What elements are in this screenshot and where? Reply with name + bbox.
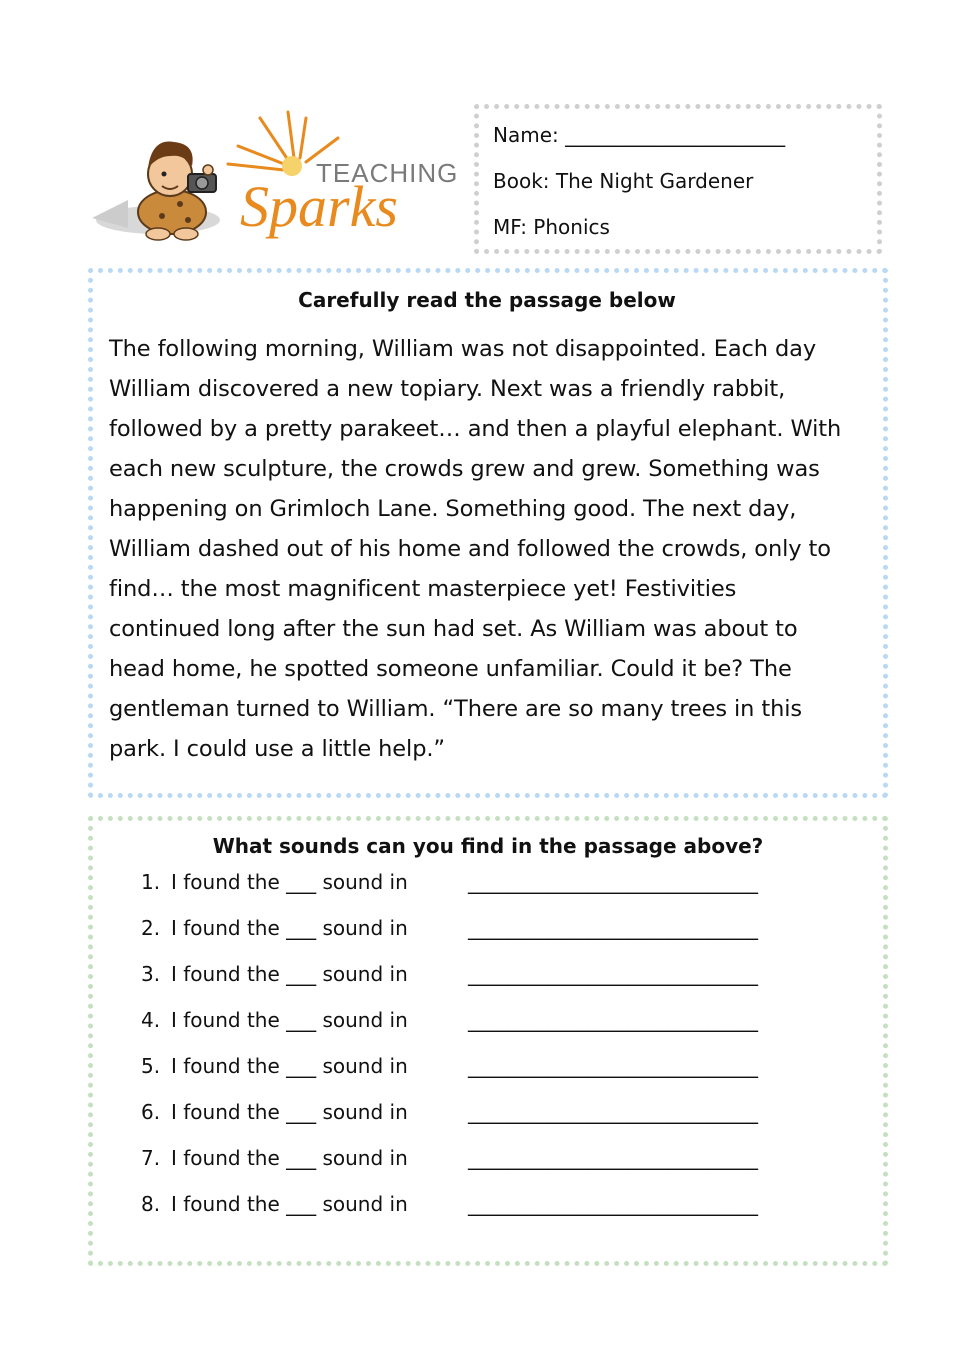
questions-title: What sounds can you find in the passage above? [212,834,764,858]
question-prompt[interactable]: I found the ___ sound in [171,1192,408,1216]
question-prompt[interactable]: I found the ___ sound in [171,1054,408,1078]
mf-label: MF: Phonics [493,215,610,239]
question-item [93,961,883,1007]
answer-line[interactable]: _____________________________ [468,1146,758,1170]
question-item [93,1145,883,1191]
question-number: 7. [141,1146,161,1170]
answer-line[interactable]: _____________________________ [468,1192,758,1216]
question-item [93,1053,883,1099]
question-item [93,1007,883,1053]
question-prompt[interactable]: I found the ___ sound in [171,1008,408,1032]
answer-line[interactable]: _____________________________ [468,1054,758,1078]
passage-text: The following morning, William was not disappointed. Each day William discovered a new topiary. Next was a friendly rabbit, followed by a pretty parakeet… and then a playful elephant. With each new sculpture, the crowds grew and grew. Something was happening on Grimloch Lane. Something good. The next day, William dashed out of his home and followed the crowds, only to find… the most magnificent masterpiece yet! Festivities continued long after the sun had set. As William was about to head home, he spotted someone unfamiliar. Could it be? The gentleman turned to William. “There are so many trees in this park. I could use a little help.” [109,336,842,762]
teaching-sparks-logo [88,108,458,258]
answer-line[interactable]: _____________________________ [468,1008,758,1032]
name-field[interactable]: Name: ______________________ [493,123,786,147]
question-item [93,869,883,915]
question-number: 6. [141,1100,161,1124]
question-list [93,869,883,1237]
question-prompt[interactable]: I found the ___ sound in [171,916,408,940]
question-item [93,1099,883,1145]
passage-title: Carefully read the passage below [298,288,676,312]
passage-box [88,268,888,798]
questions-box [88,816,888,1266]
answer-line[interactable]: _____________________________ [468,1100,758,1124]
question-prompt[interactable]: I found the ___ sound in [171,1146,408,1170]
question-number: 3. [141,962,161,986]
book-label: Book: The Night Gardener [493,169,754,193]
answer-line[interactable]: _____________________________ [468,916,758,940]
brand-bottom-text: Sparks [240,174,398,239]
question-number: 5. [141,1054,161,1078]
question-prompt[interactable]: I found the ___ sound in [171,1100,408,1124]
answer-line[interactable]: _____________________________ [468,962,758,986]
question-number: 4. [141,1008,161,1032]
question-item [93,1191,883,1237]
student-info-box [474,104,882,254]
answer-line[interactable]: _____________________________ [468,870,758,894]
question-prompt[interactable]: I found the ___ sound in [171,870,408,894]
question-number: 2. [141,916,161,940]
brand-top-text: TEACHING [316,158,458,188]
question-number: 1. [141,870,161,894]
question-prompt[interactable]: I found the ___ sound in [171,962,408,986]
question-number: 8. [141,1192,161,1216]
question-item [93,915,883,961]
